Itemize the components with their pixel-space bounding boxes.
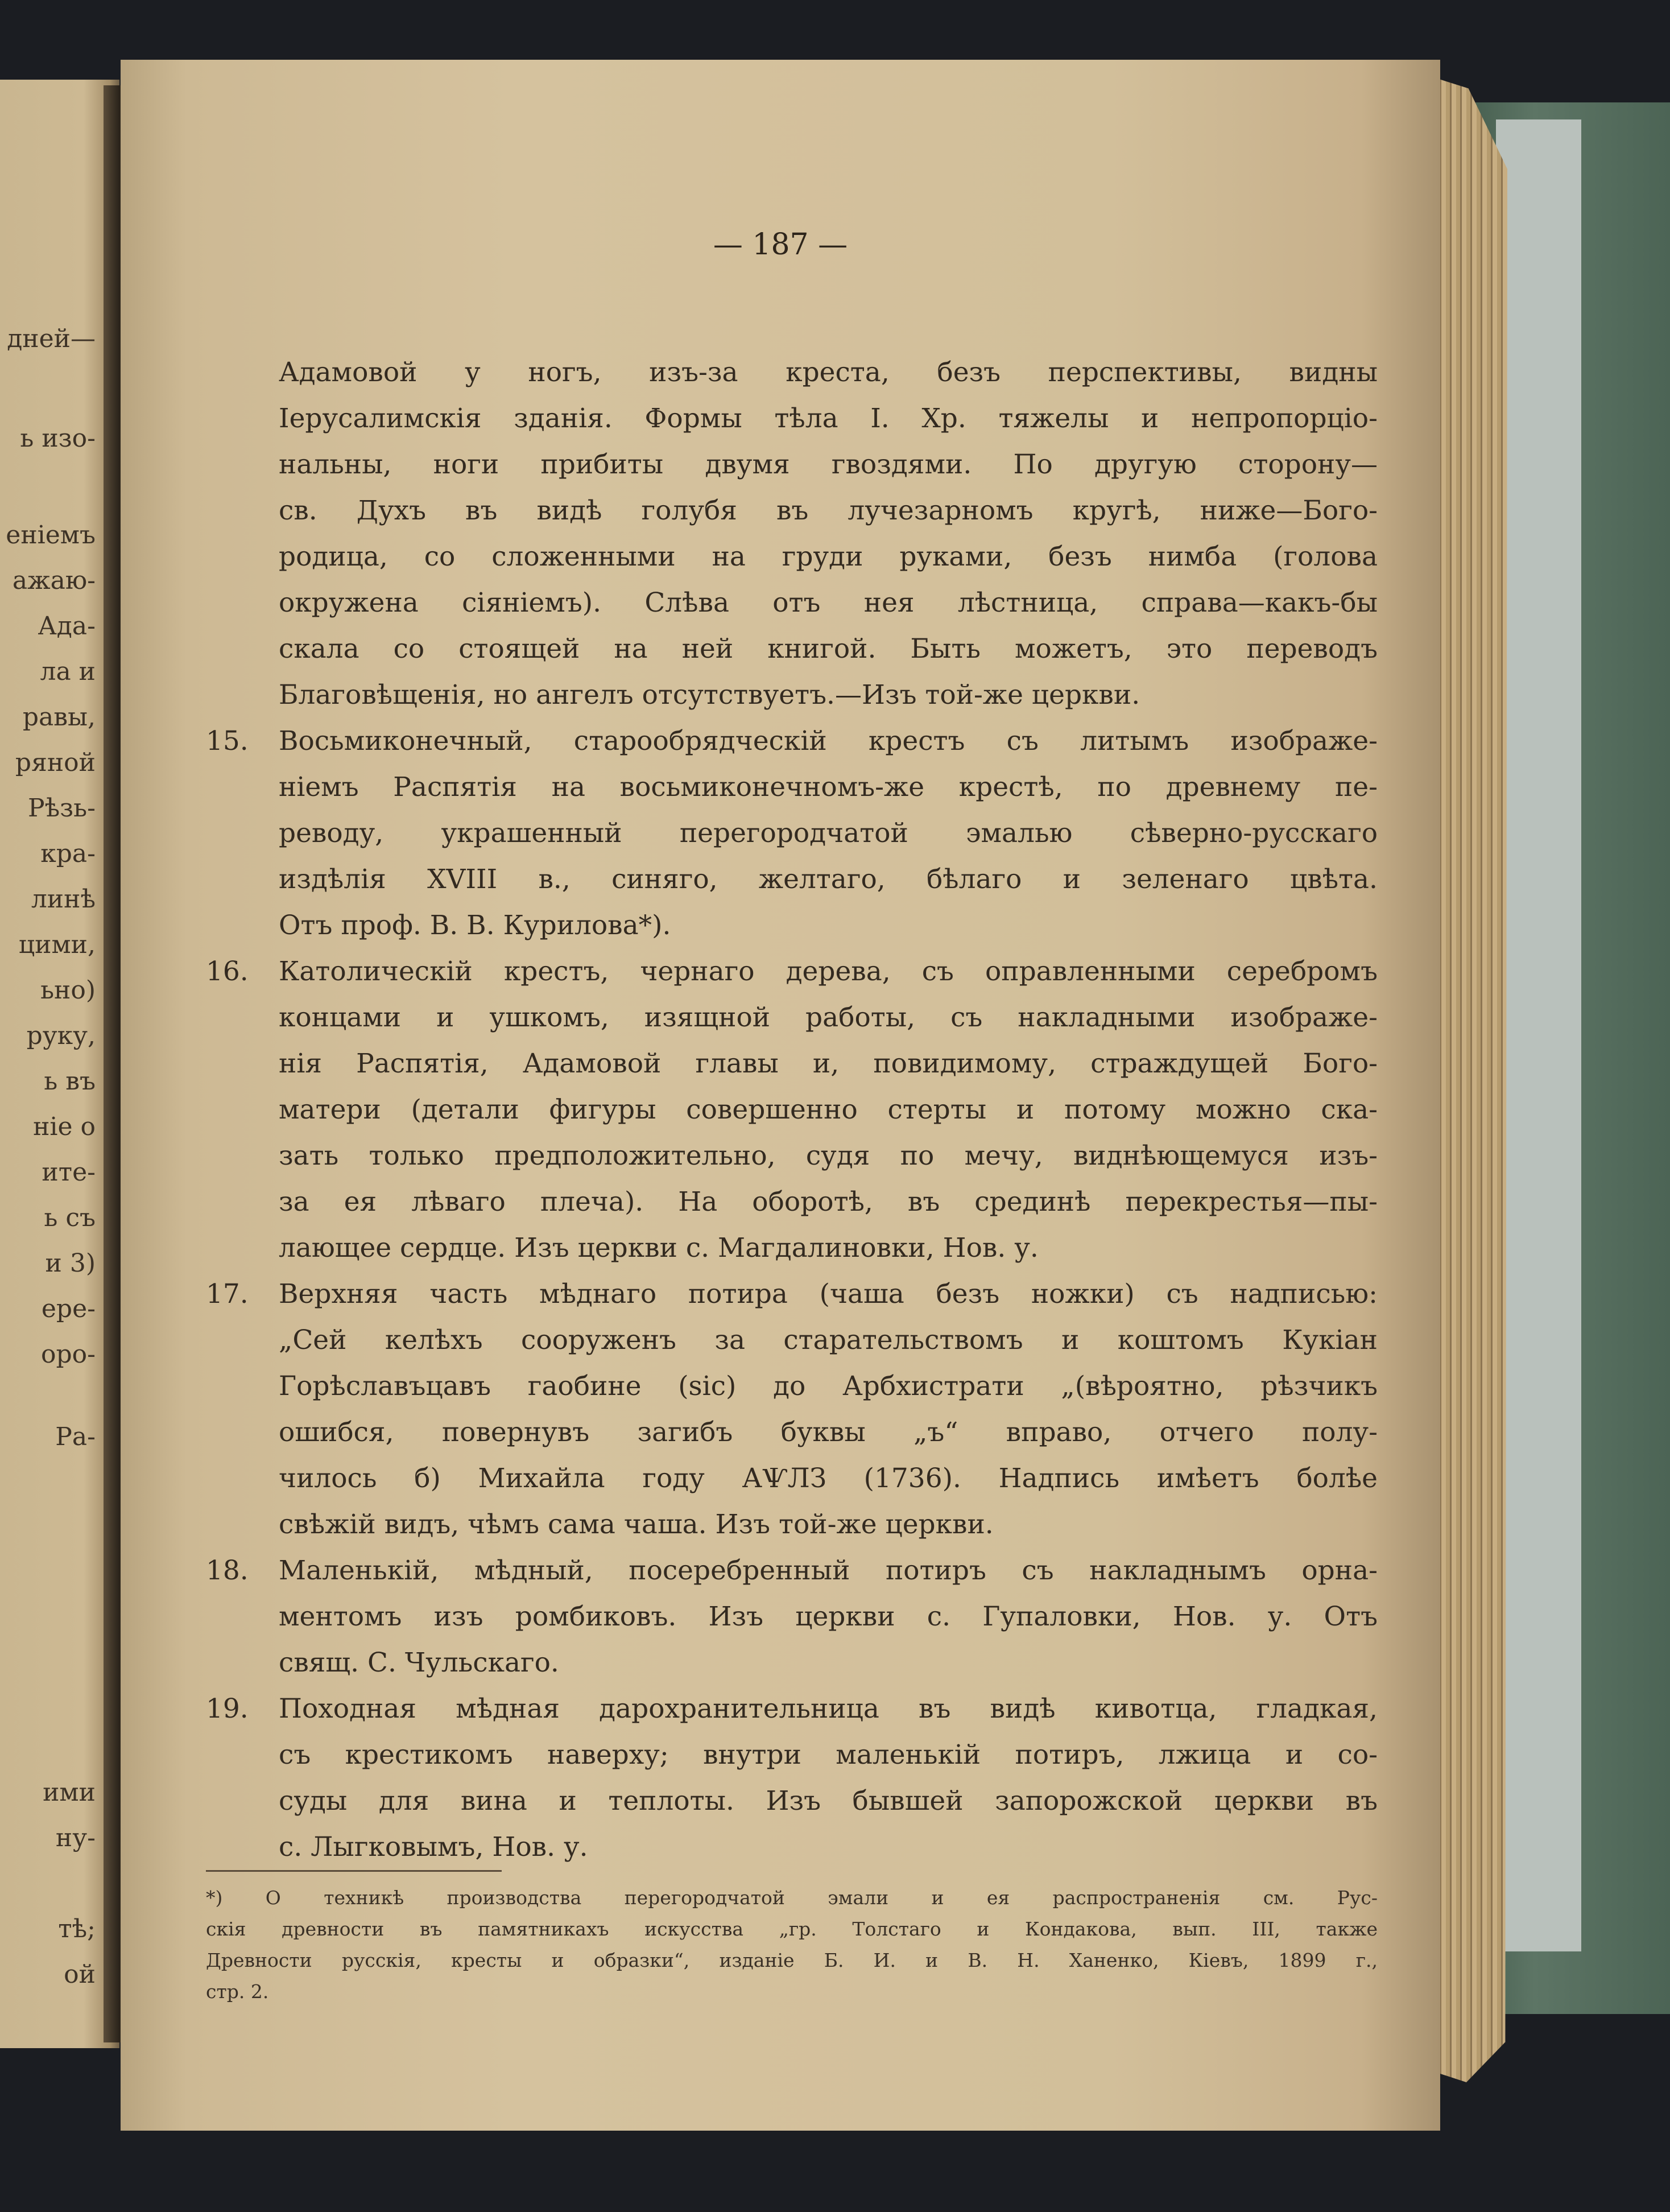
text-line: Маленькій, мѣдный, посеребренный потиръ съ накладнымъ орна-: [279, 1555, 1378, 1586]
left-page-fragment: ь въ: [44, 1067, 96, 1096]
text-line: Католическій крестъ, чернаго дерева, съ оправленными серебромъ: [279, 956, 1378, 987]
text-line: издѣлія XVIII в., синяго, желтаго, бѣлаго и зеленаго цвѣта.: [279, 864, 1378, 895]
left-page-fragment: ла и: [40, 657, 96, 686]
footnote-line: Древности русскія, кресты и образки“, изданіе Б. И. и В. Н. Ханенко, Кіевъ, 1899 г.,: [206, 1949, 1378, 1971]
left-page-fragment: ряной: [15, 748, 96, 777]
text-line: ментомъ изъ ромбиковъ. Изъ церкви с. Гупаловки, Нов. у. Отъ: [279, 1601, 1378, 1632]
left-page-fragment: ніе о: [33, 1112, 96, 1141]
endpaper: [1496, 119, 1581, 1951]
left-page-fragment: Рѣзь-: [28, 794, 96, 823]
left-page-fragment: руку,: [26, 1021, 96, 1050]
left-page-fragment: ажаю-: [12, 566, 96, 595]
text-line: окружена сіяніемъ). Слѣва отъ нея лѣстница, справа—какъ-бы: [279, 587, 1378, 618]
left-page-fragment: ими: [43, 1778, 96, 1807]
right-page: [121, 60, 1440, 2131]
item-number: 17.: [206, 1278, 249, 1310]
footnote-line: *) О техникѣ производства перегородчатой эмали и ея распространенія см. Рус-: [206, 1887, 1378, 1909]
left-page-fragment: цими,: [18, 930, 96, 959]
footnote-line: скія древности въ памятникахъ искусства „гр. Толстаго и Кондакова, вып. III, также: [206, 1918, 1378, 1940]
text-line: реводу, украшенный перегородчатой эмалью сѣверно-русскаго: [279, 818, 1378, 849]
left-page-fragment: дней—: [7, 324, 96, 353]
text-line: „Сей келѣхъ сооруженъ за старательствомъ и коштомъ Кукіан: [279, 1324, 1378, 1356]
left-page: [0, 80, 119, 2048]
text-line: концами и ушкомъ, изящной работы, съ накладными изображе-: [279, 1002, 1378, 1033]
left-page-fragment: ь изо-: [20, 424, 96, 453]
left-page-fragment: ой: [64, 1960, 96, 1989]
left-page-fragment: ь съ: [44, 1203, 96, 1232]
footnote-rule: [206, 1870, 502, 1872]
text-line: ніемъ Распятія на восьмиконечномъ-же крестѣ, по древнему пе-: [279, 771, 1378, 803]
left-page-fragment: ере-: [41, 1294, 96, 1323]
text-line: ошибся, повернувъ загибъ буквы „ъ“ вправо, отчего полу-: [279, 1417, 1378, 1448]
left-page-fragment: Ада-: [38, 612, 96, 641]
left-page-fragment: кра-: [40, 839, 96, 868]
text-line: Горѣславъцавъ гаобине (sic) до Арбхистрати „(вѣроятно, рѣзчикъ: [279, 1371, 1378, 1402]
left-page-fragment: Ра-: [55, 1422, 96, 1451]
text-line: с. Лыгковымъ, Нов. у.: [279, 1831, 588, 1863]
text-line: Верхняя часть мѣднаго потира (чаша безъ ножки) съ надписью:: [279, 1278, 1378, 1310]
left-page-fragment: линѣ: [31, 885, 96, 914]
item-number: 19.: [206, 1693, 249, 1724]
left-page-fragment: ите-: [42, 1158, 96, 1187]
left-page-fragment: и 3): [45, 1249, 96, 1278]
text-line: свѣжій видъ, чѣмъ сама чаша. Изъ той-же церкви.: [279, 1509, 994, 1540]
text-line: Походная мѣдная дарохранительница въ видѣ кивотца, гладкая,: [279, 1693, 1378, 1724]
left-page-fragment: оро-: [40, 1340, 96, 1369]
text-line: Благовѣщенія, но ангелъ отсутствуетъ.—Изъ той-же церкви.: [279, 679, 1140, 711]
text-line: родица, со сложенными на груди руками, безъ нимба (голова: [279, 541, 1378, 572]
item-number: 16.: [206, 956, 249, 987]
left-page-fragment: тѣ;: [58, 1914, 96, 1943]
text-line: лающее сердце. Изъ церкви с. Магдалиновки, Нов. у.: [279, 1232, 1039, 1264]
text-line: нальны, ноги прибиты двумя гвоздями. По другую сторону—: [279, 449, 1378, 480]
text-line: чилось б) Михайла году АѰЛЗ (1736). Надпись имѣетъ болѣе: [279, 1463, 1378, 1494]
text-line: Іерусалимскія зданія. Формы тѣла І. Хр. тяжелы и непропорціо-: [279, 403, 1378, 434]
text-line: нія Распятія, Адамовой главы и, повидимому, страждущей Бого-: [279, 1048, 1378, 1079]
text-line: съ крестикомъ наверху; внутри маленькій потиръ, лжица и со-: [279, 1739, 1378, 1771]
item-number: 18.: [206, 1555, 249, 1586]
left-page-fragment: ну-: [55, 1823, 96, 1852]
page-number: — 187 —: [713, 228, 848, 262]
text-line: скала со стоящей на ней книгой. Быть можетъ, это переводъ: [279, 633, 1378, 665]
text-line: суды для вина и теплоты. Изъ бывшей запорожской церкви въ: [279, 1785, 1378, 1817]
text-line: зать только предположительно, судя по мечу, виднѣющемуся изъ-: [279, 1140, 1378, 1171]
text-line: св. Духъ въ видѣ голубя въ лучезарномъ кругѣ, ниже—Бого-: [279, 495, 1378, 526]
text-line: матери (детали фигуры совершенно стерты и потому можно ска-: [279, 1094, 1378, 1125]
text-line: Восьмиконечный, старообрядческій крестъ съ литымъ изображе-: [279, 725, 1378, 757]
left-page-fragment: ьно): [40, 976, 96, 1005]
text-line: за ея лѣваго плеча). На оборотѣ, въ срединѣ перекрестья—пы-: [279, 1186, 1378, 1218]
left-page-fragment: еніемъ: [6, 521, 96, 550]
left-page-fragment: равы,: [22, 703, 96, 732]
text-line: Отъ проф. В. В. Курилова*).: [279, 910, 671, 941]
text-line: свящ. С. Чульскаго.: [279, 1647, 559, 1678]
footnote-line: стр. 2.: [206, 1980, 269, 2003]
text-line: Адамовой у ногъ, изъ-за креста, безъ перспективы, видны: [279, 357, 1378, 388]
item-number: 15.: [206, 725, 249, 757]
